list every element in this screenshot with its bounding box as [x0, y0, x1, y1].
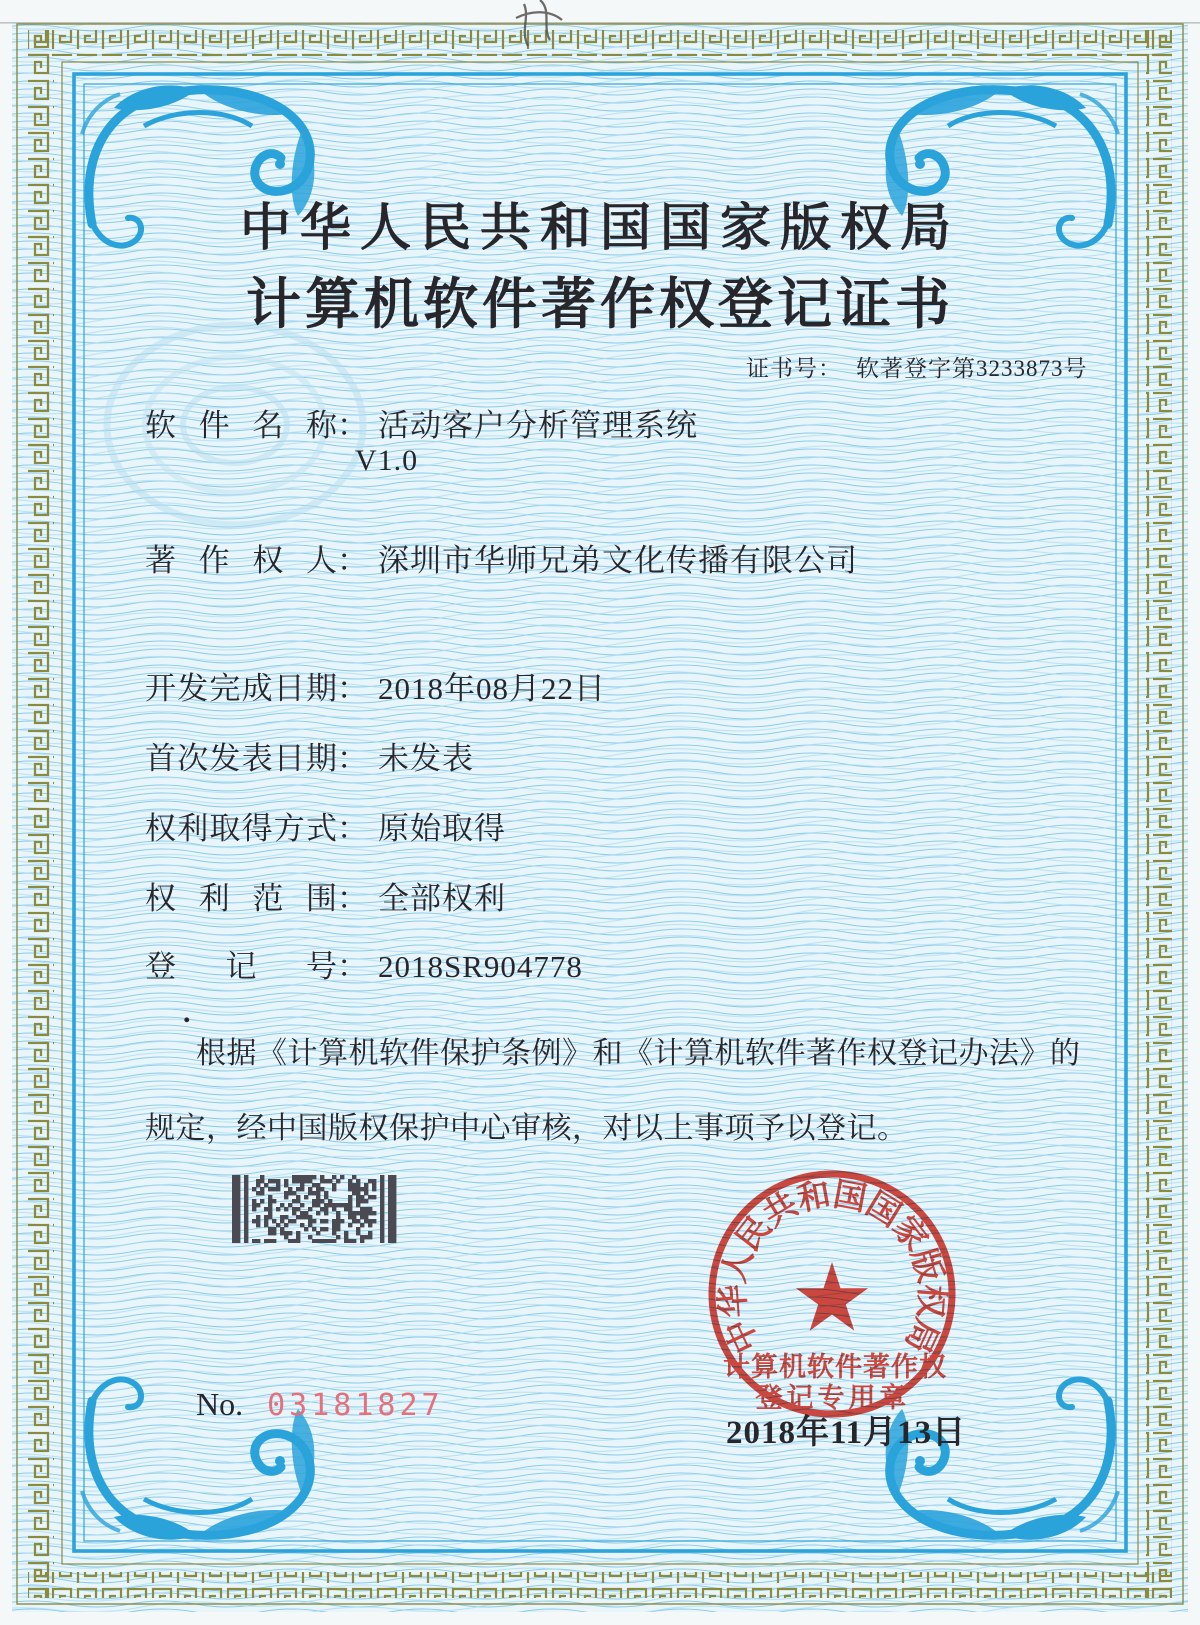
svg-text:民: 民: [730, 1209, 779, 1259]
serial-number-line: [196, 1386, 444, 1423]
certificate-number-value: 软著登字第3233873号: [856, 356, 1088, 381]
field-label: 开发完成日期: [145, 671, 337, 706]
serial-number-value: 03181827: [267, 1388, 444, 1423]
svg-text:版: 版: [903, 1244, 948, 1287]
field-value: 原始取得: [378, 811, 506, 846]
field-value: 全部权利: [378, 881, 506, 916]
certificate-number-line: [746, 350, 1088, 383]
stray-dot-mark: .: [183, 996, 191, 1029]
field-label: 著作权人: [145, 543, 337, 578]
field-value: 未发表: [378, 741, 474, 776]
statement-line-1: 根据《计算机软件保护条例》和《计算机软件著作权登记办法》的: [196, 1037, 1081, 1070]
statement-line-2: 规定，经中国版权保护中心审核，对以上事项予以登记。: [145, 1112, 908, 1145]
svg-text:权: 权: [910, 1283, 949, 1319]
field-row-copyright-owner: 著作权人： 深圳市华师兄弟文化传播有限公司: [145, 535, 858, 580]
field-label: 登记号: [145, 949, 337, 984]
svg-text:国: 国: [859, 1186, 907, 1235]
svg-text:局: 局: [897, 1312, 945, 1358]
svg-text:共: 共: [757, 1186, 805, 1235]
svg-text:国: 国: [830, 1176, 870, 1219]
field-value: 深圳市华师兄弟文化传播有限公司: [378, 543, 858, 578]
svg-text:中: 中: [719, 1312, 767, 1358]
seal-star-icon: [796, 1262, 868, 1331]
field-label: 软件名称: [145, 408, 337, 443]
svg-text:人: 人: [716, 1244, 761, 1287]
svg-text:和: 和: [794, 1176, 834, 1219]
field-row-registration-number: 登记号： 2018SR904778: [145, 941, 583, 986]
field-value: 2018年08月22日: [378, 671, 606, 706]
authority-title: 中华人民共和国国家版权局: [239, 201, 960, 257]
field-label: 权利取得方式: [145, 811, 337, 846]
seal-line2: 登记专用章: [755, 1383, 911, 1413]
svg-text:家: 家: [885, 1209, 934, 1259]
seal-date: 2018年11月13日: [726, 1415, 967, 1451]
seal-line1: 计算机软件著作权: [723, 1352, 947, 1382]
field-label: 权利范围: [145, 881, 337, 916]
serial-number-label: No.: [196, 1386, 244, 1422]
field-row-scope-of-rights: 权利范围： 全部权利: [145, 873, 506, 918]
field-row-acquisition-method: 权利取得方式： 原始取得: [145, 803, 506, 848]
pdf417-barcode: [232, 1175, 398, 1243]
svg-text:华: 华: [715, 1283, 754, 1319]
software-version: V1.0: [355, 444, 419, 477]
field-row-software-name: 软件名称： 活动客户分析管理系统: [145, 400, 698, 445]
field-row-first-publication: 首次发表日期： 未发表: [145, 733, 474, 778]
field-value: 活动客户分析管理系统: [378, 408, 698, 443]
certificate-title: 计算机软件著作权登记证书: [245, 274, 954, 335]
field-value: 2018SR904778: [378, 949, 583, 984]
field-label: 首次发表日期: [145, 741, 337, 776]
certificate-number-label: 证书号：: [746, 356, 842, 381]
field-row-completion-date: 开发完成日期： 2018年08月22日: [145, 663, 606, 708]
official-seal: [702, 1164, 972, 1434]
